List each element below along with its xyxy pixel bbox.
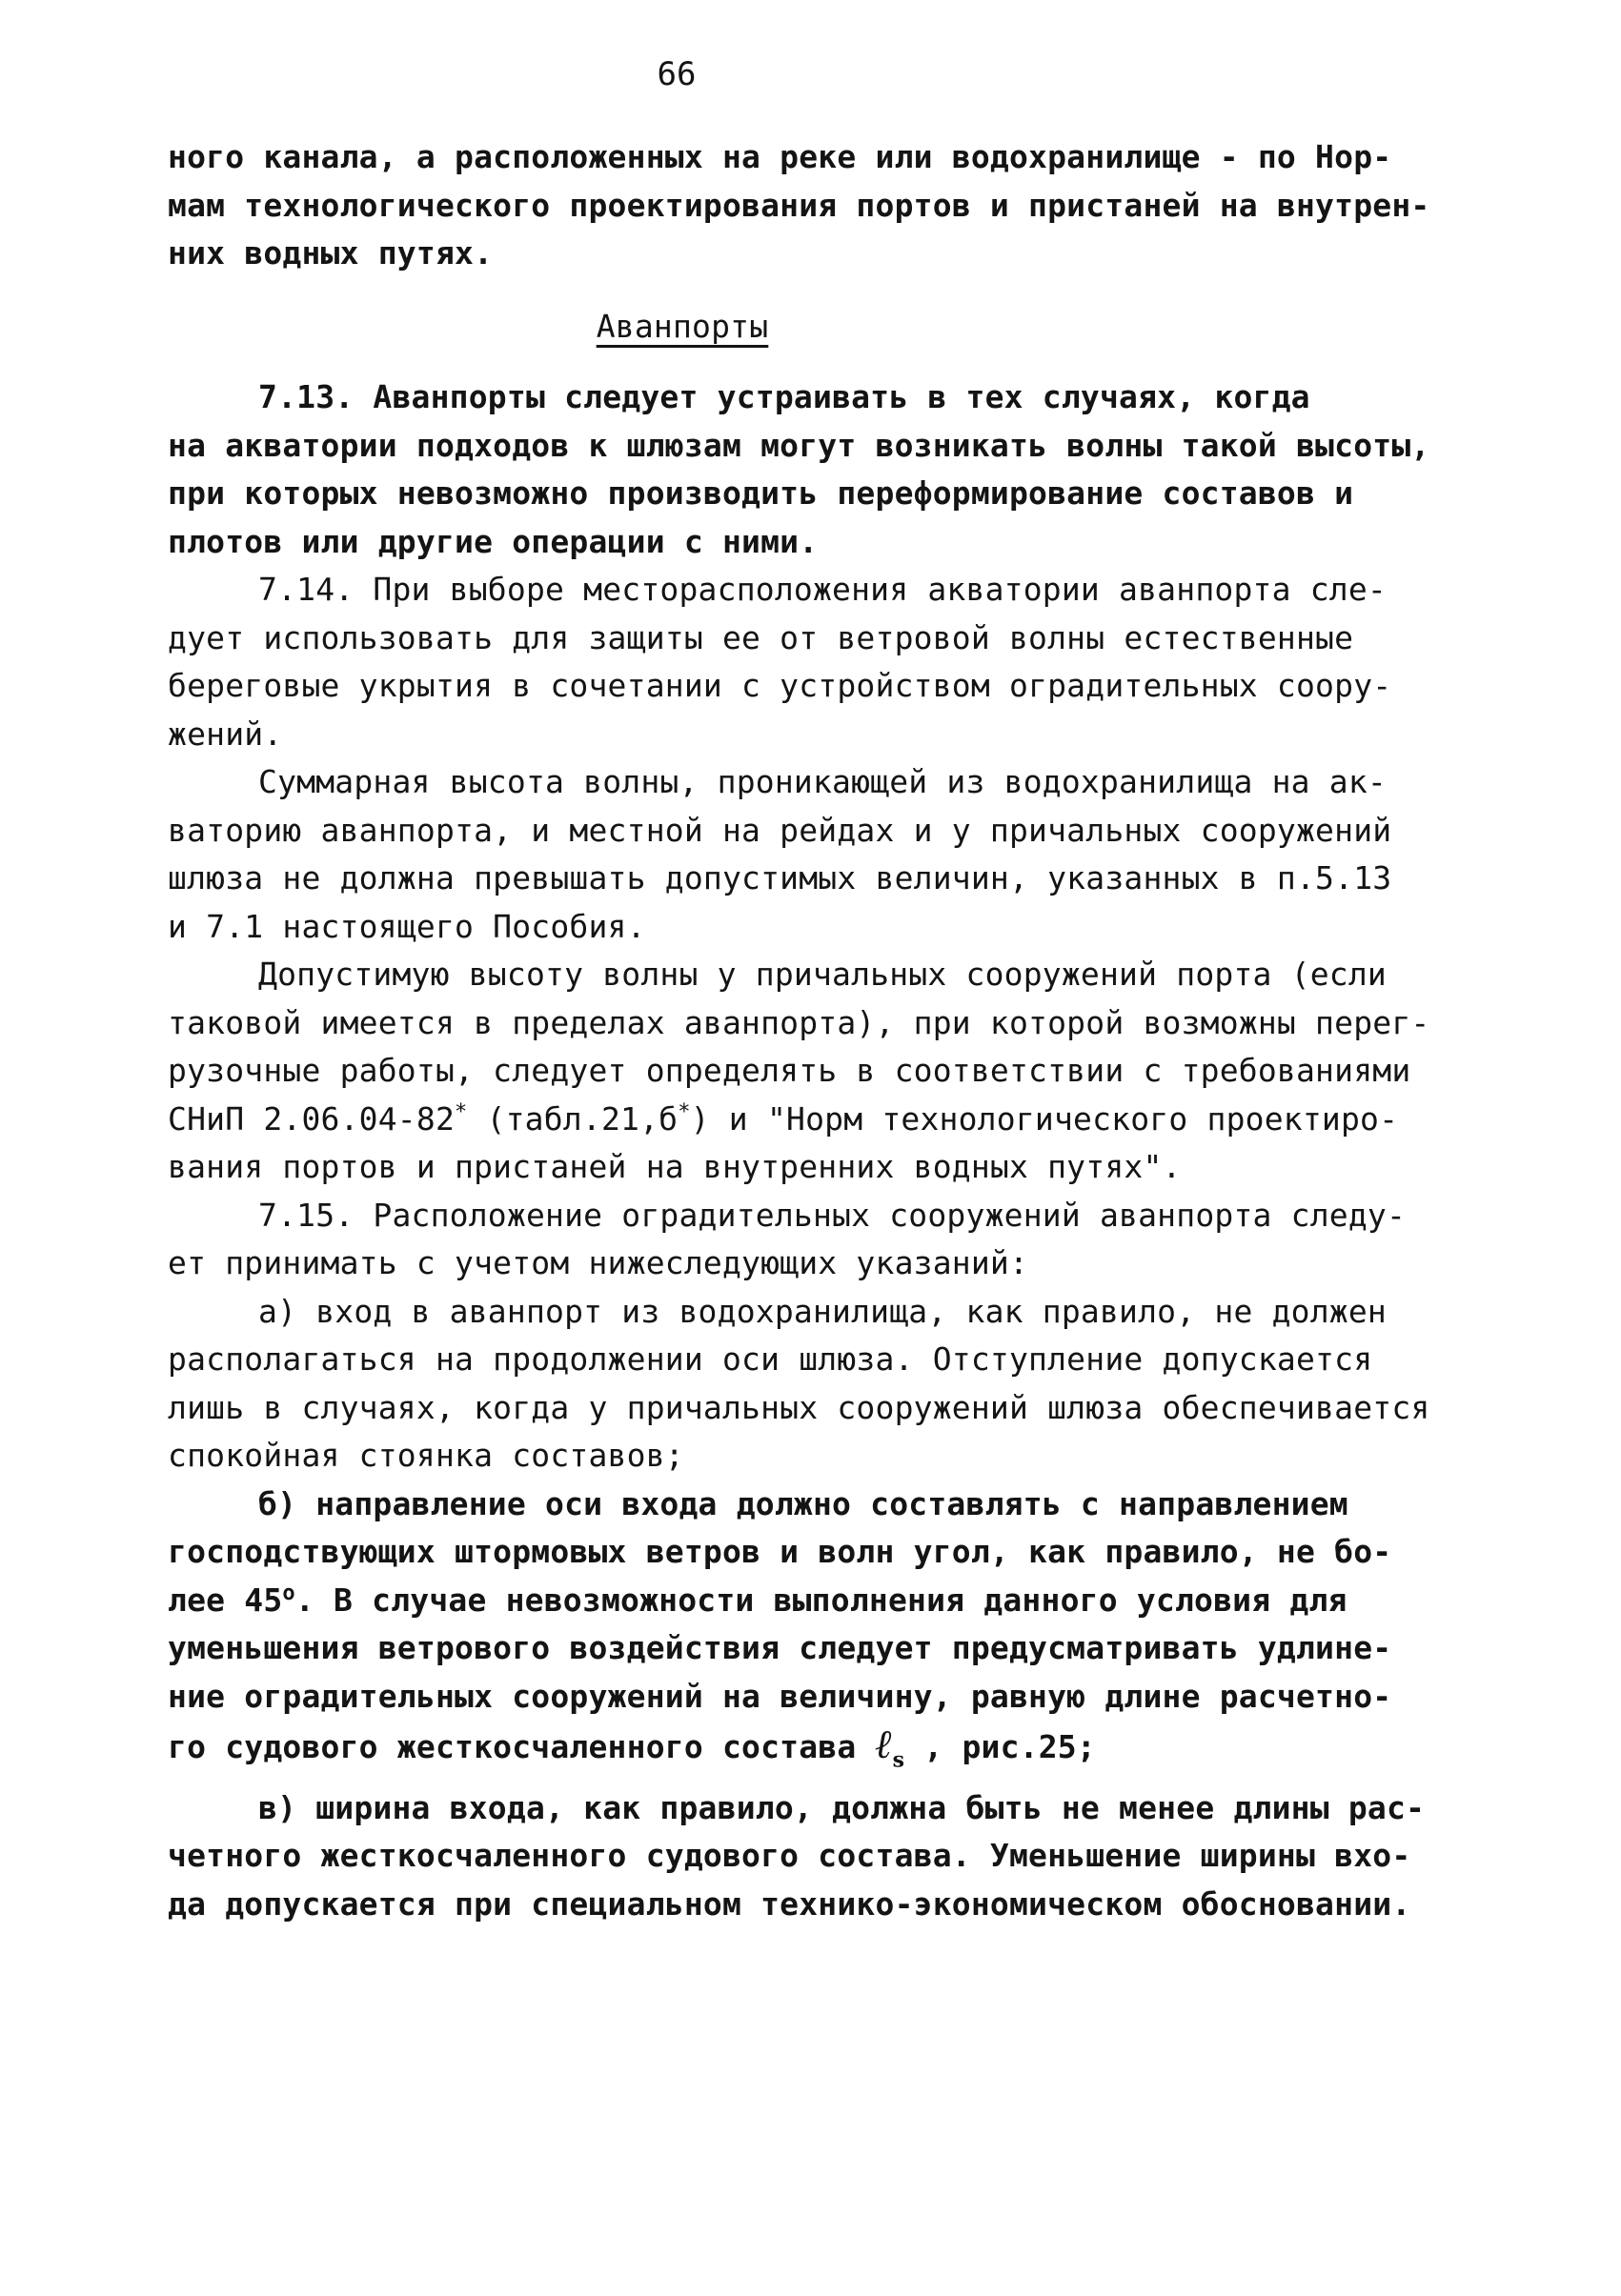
paragraph-line: на акватории подходов к шлюзам могут возникать волны такой высоты, — [168, 426, 1430, 464]
length-symbol-subscript: s — [892, 1747, 905, 1773]
paragraph-line: в) ширина входа, как правило, должна быть не менее длины рас- — [258, 1788, 1426, 1826]
paragraph-line: рузочные работы, следует определять в соответствии с требованиями — [168, 1052, 1411, 1089]
paragraph-line: ет принимать с учетом нижеследующих указаний: — [168, 1244, 1029, 1281]
paragraph-line: 7.14. При выборе месторасположения акватории аванпорта сле- — [258, 571, 1387, 608]
paragraph-line: господствующих штормовых ветров и волн угол, как правило, не бо- — [168, 1533, 1392, 1570]
list-item-a — [168, 1288, 1464, 1480]
paragraph-line: таковой имеется в пределах аванпорта), при которой возможны перег- — [168, 1003, 1430, 1041]
paragraph-line: располагаться на продолжении оси шлюза. Отступление допускается — [168, 1340, 1373, 1378]
list-item-b — [168, 1480, 1464, 1784]
intro-line: них водных путях. — [168, 234, 494, 272]
section-heading — [168, 303, 1197, 352]
paragraph-line: да допускается при специальном технико-экономическом обосновании. — [168, 1884, 1411, 1923]
paragraph-line: го судового жесткосчаленного состава — [168, 1728, 876, 1765]
paragraph-line: лее 45 — [168, 1581, 283, 1619]
paragraph-line: четного жесткосчаленного судового состава. Уменьшение ширины вхо- — [168, 1837, 1411, 1875]
length-symbol — [875, 1721, 905, 1773]
paragraph-line: 7.13. Аванпорты следует устраивать в тех случаях, когда — [258, 378, 1310, 415]
body-text — [168, 133, 1464, 1928]
paragraph-line: ние оградительных сооружений на величину, равную длине расчетно- — [168, 1677, 1392, 1715]
section-heading-text: Аванпорты — [596, 307, 769, 345]
paragraph-line: спокойная стоянка составов; — [168, 1437, 684, 1474]
length-symbol-letter: ℓ — [875, 1721, 893, 1767]
page-number: 66 — [657, 55, 697, 93]
paragraph-allowable-wave — [168, 951, 1464, 1192]
snip-reference: СНиП 2.06.04-82 — [168, 1099, 456, 1138]
paragraph-7-14 — [168, 566, 1464, 758]
degree-mark: о — [282, 1581, 295, 1605]
paragraph-line: . В случае невозможности выполнения данного условия для — [294, 1581, 1347, 1619]
paragraph-line: при которых невозможно производить переформирование составов и — [168, 474, 1354, 512]
paragraph-7-15 — [168, 1192, 1464, 1288]
asterisk-mark: * — [455, 1099, 468, 1124]
intro-paragraph — [168, 133, 1464, 278]
paragraph-summary-wave — [168, 758, 1464, 951]
intro-line: мам технологического проектирования портов и пристаней на внутрен- — [168, 186, 1430, 224]
paragraph-line: вания портов и пристаней на внутренних водных путях". — [168, 1148, 1182, 1185]
table-reference: (табл.21,б — [467, 1099, 679, 1138]
paragraph-line: Допустимую высоту волны у причальных сооружений порта (если — [258, 956, 1387, 993]
paragraph-line: жений. — [168, 715, 283, 753]
paragraph-line: уменьшения ветрового воздействия следует предусматривать удлине- — [168, 1629, 1392, 1666]
paragraph-line: береговые укрытия в сочетании с устройством оградительных соору- — [168, 667, 1392, 704]
paragraph-line: Суммарная высота волны, проникающей из водохранилища на ак- — [258, 763, 1387, 800]
paragraph-line: ) и "Норм технологического проектиро- — [690, 1099, 1399, 1138]
asterisk-mark: * — [678, 1099, 691, 1124]
intro-line: ного канала, а расположенных на реке или водохранилище - по Нор- — [168, 138, 1392, 175]
paragraph-line: ваторию аванпорта, и местной на рейдах и у причальных сооружений — [168, 811, 1392, 849]
list-item-c — [168, 1784, 1464, 1929]
paragraph-line: плотов или другие операции с ними. — [168, 522, 819, 560]
paragraph-line: лишь в случаях, когда у причальных сооружений шлюза обеспечивается — [168, 1388, 1430, 1426]
paragraph-line: 7.15. Расположение оградительных сооружений аванпорта следу- — [258, 1196, 1407, 1234]
paragraph-line: , рис.25; — [904, 1728, 1096, 1765]
paragraph-line: б) направление оси входа должно составлять с направлением — [258, 1484, 1348, 1522]
paragraph-line: шлюза не должна превышать допустимых величин, указанных в п.5.13 — [168, 859, 1392, 896]
paragraph-line: дует использовать для защиты ее от ветровой волны естественные — [168, 618, 1354, 656]
paragraph-line: а) вход в аванпорт из водохранилища, как правило, не должен — [258, 1292, 1387, 1330]
paragraph-line: и 7.1 настоящего Пособия. — [168, 907, 646, 945]
paragraph-7-13 — [168, 373, 1464, 566]
